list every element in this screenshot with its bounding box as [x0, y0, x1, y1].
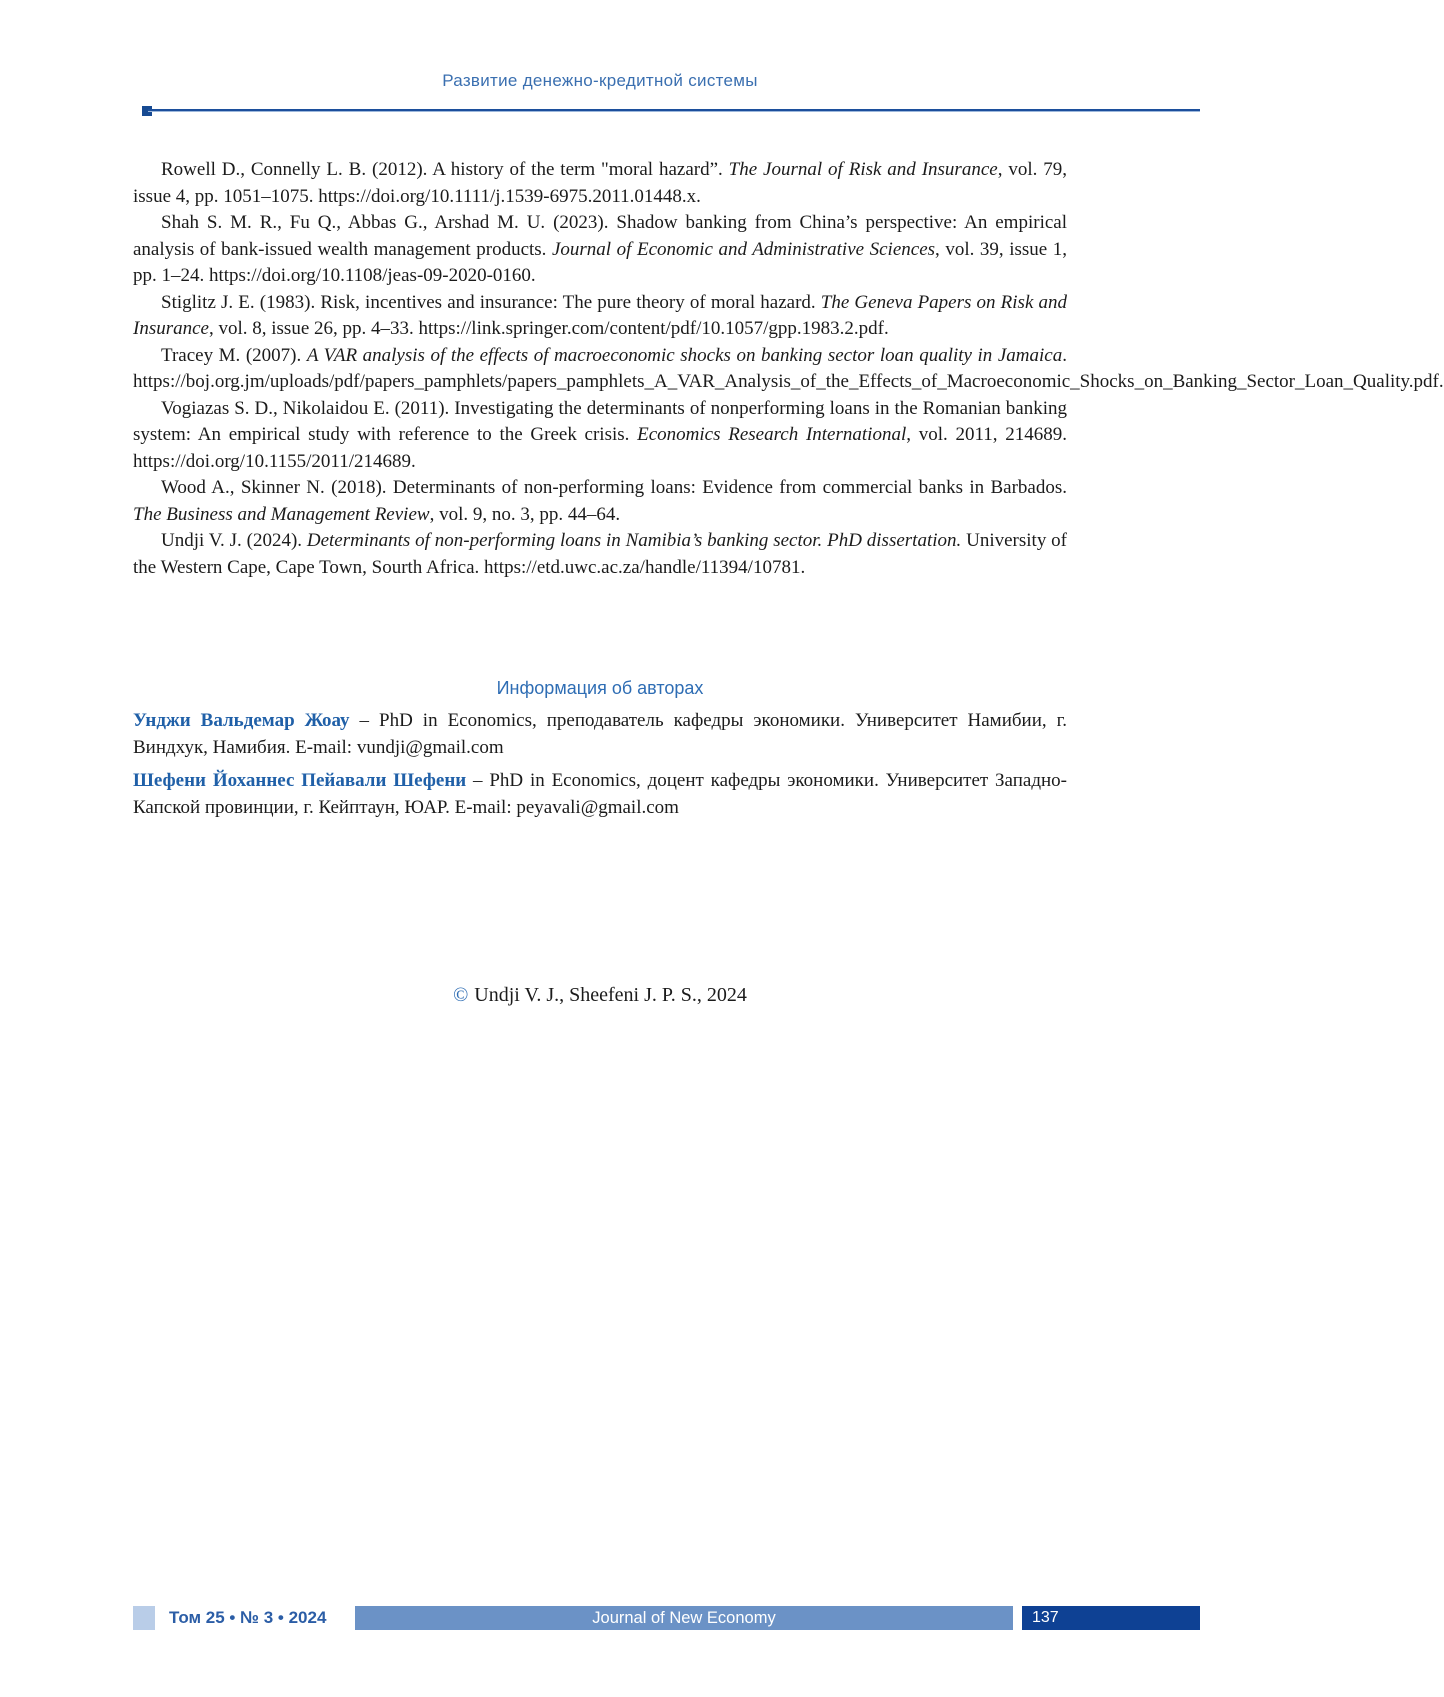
- reference-title-italic: The Journal of Risk and Insurance: [728, 159, 998, 180]
- reference-text: Rowell D., Connelly L. B. (2012). A history of the term "moral hazard”.: [161, 159, 729, 180]
- reference-text: Shah S. M. R., Fu Q., Abbas G., Arshad M. U. (2023). Shadow banking from China’s perspective: An empirical analysis of bank-issued wealth management products.: [133, 212, 1067, 260]
- author-details: – PhD in Economics, преподаватель кафедры экономики. Университет Намибии, г. Виндхук, Намибия. E-mail: vundji@gmail.com: [133, 710, 1068, 758]
- reference-title-italic: Determinants of non-performing loans in Namibia’s banking sector. PhD dissertation.: [306, 530, 962, 551]
- authors-list: [133, 707, 1067, 827]
- journal-name-bar: Journal of New Economy: [355, 1606, 1013, 1630]
- page-number: 137: [1022, 1606, 1200, 1630]
- reference-title-italic: Journal of Economic and Administrative Sciences: [551, 238, 936, 260]
- copyright-symbol: ©: [453, 984, 469, 1006]
- author-name: Шефени Йоханнес Пейавали Шефени: [133, 770, 467, 791]
- reference-entry: [133, 475, 1067, 528]
- reference-text: , vol. 39, issue 1, pp. 1–24. https://doi.org/10.1108/jeas-09-2020-0160.: [133, 238, 1068, 286]
- reference-text: , vol. 79, issue 4, pp. 1051–1075. https://doi.org/10.1111/j.1539-6975.2011.01448.x.: [133, 159, 1067, 207]
- reference-entry: [133, 290, 1067, 343]
- reference-text: , vol. 9, no. 3, pp. 44–64.: [429, 503, 621, 525]
- reference-entry: [133, 396, 1067, 476]
- reference-text: Stiglitz J. E. (1983). Risk, incentives and insurance: The pure theory of moral hazard.: [161, 291, 821, 313]
- references-list: [133, 157, 1444, 581]
- reference-entry: [133, 157, 1067, 210]
- reference-title-italic: The Business and Management Review: [133, 503, 430, 525]
- reference-text: , vol. 8, issue 26, pp. 4–33. https://link.springer.com/content/pdf/10.1057/gpp.1983.2.pdf.: [208, 318, 889, 339]
- reference-text: Tracey M. (2007).: [161, 344, 307, 366]
- page-footer: [0, 1606, 1200, 1630]
- reference-text: , vol. 2011, 214689. https://doi.org/10.1155/2011/214689.: [133, 424, 1067, 472]
- divider-line: [148, 109, 1200, 112]
- author-entry: [133, 767, 1067, 821]
- reference-entry: [133, 528, 1067, 581]
- reference-text: . https://boj.org.jm/uploads/pdf/papers_pamphlets/papers_pamphlets_A_VAR_Analysis_of_the_Effects_of_Macroeconomic_Shocks_on_Banking_Sector_Loan_Quality.pdf.: [133, 344, 1444, 392]
- reference-text: Vogiazas S. D., Nikolaidou E. (2011). Investigating the determinants of nonperforming loans in the Romanian banking system: An empirical study with reference to the Greek crisis.: [133, 397, 1067, 445]
- reference-text: Wood A., Skinner N. (2018). Determinants of non-performing loans: Evidence from commercial banks in Barbados.: [161, 477, 1067, 498]
- running-head: Развитие денежно-кредитной системы: [442, 71, 758, 90]
- copyright-line: [0, 984, 1200, 1007]
- reference-title-italic: The Geneva Papers on Risk and Insurance: [133, 291, 1068, 339]
- author-details: – PhD in Economics, доцент кафедры экономики. Университет Западно-Капской провинции, г. Кейптаун, ЮАР. E-mail: peyavali@gmail.com: [133, 770, 1067, 818]
- author-entry: [133, 707, 1067, 761]
- reference-entry: [133, 343, 1444, 396]
- authors-section-heading: Информация об авторах: [496, 678, 704, 698]
- reference-title-italic: A VAR analysis of the effects of macroeconomic shocks on banking sector loan quality in Jamaica: [306, 344, 1063, 366]
- reference-entry: [133, 210, 1067, 290]
- copyright-text: Undji V. J., Sheefeni J. P. S., 2024: [474, 984, 747, 1006]
- header-divider: [142, 106, 1200, 118]
- reference-text: University of the Western Cape, Cape Town, Sourth Africa. https://etd.uwc.ac.za/handle/11394/10781.: [133, 530, 1067, 578]
- author-name: Унджи Вальдемар Жоау: [133, 710, 350, 731]
- volume-info: Том 25 • № 3 • 2024: [169, 1608, 327, 1627]
- reference-title-italic: Economics Research International: [637, 424, 907, 445]
- footer-square: [133, 1606, 155, 1630]
- reference-text: Undji V. J. (2024).: [161, 530, 307, 551]
